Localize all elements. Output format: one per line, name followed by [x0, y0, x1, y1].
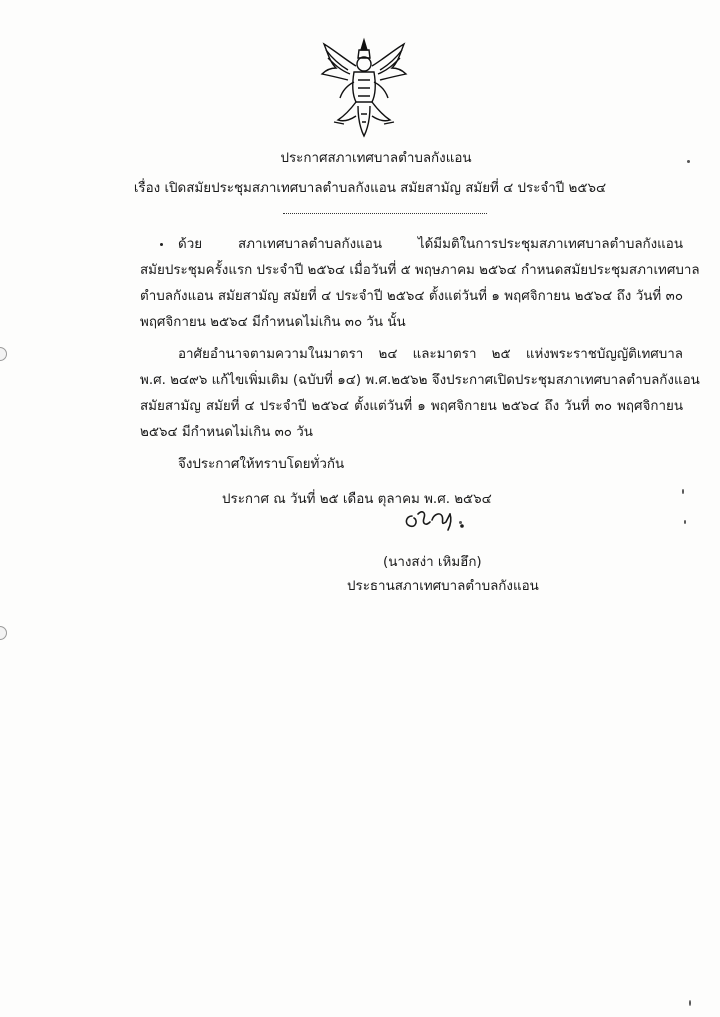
- punch-hole: [0, 626, 7, 640]
- body-paragraph1-line4: พฤศจิกายน ๒๕๖๔ มีกำหนดไม่เกิน ๓๐ วัน นั้น: [140, 315, 406, 330]
- dotted-divider: [283, 213, 487, 214]
- body-paragraph2-line4: ๒๕๖๔ มีกำหนดไม่เกิน ๓๐ วัน: [140, 425, 313, 440]
- closing-statement: จึงประกาศให้ทราบโดยทั่วกัน: [178, 457, 345, 472]
- scan-speck: [682, 489, 684, 494]
- scan-speck: [689, 1000, 691, 1006]
- announcement-date: ประกาศ ณ วันที่ ๒๕ เดือน ตุลาคม พ.ศ. ๒๕๖๔: [222, 492, 492, 507]
- signer-name: (นางสง่า เหิมฮึก): [383, 555, 482, 570]
- document-subject: เรื่อง เปิดสมัยประชุมสภาเทศบาลตำบลกังแอน สมัยสามัญ สมัยที่ ๔ ประจำปี ๒๕๖๔: [133, 181, 607, 196]
- scan-speck: [684, 520, 686, 524]
- body-paragraph1-line1: ด้วย สภาเทศบาลตำบลกังแอน ได้มีมติในการประชุมสภาเทศบาลตำบลกังแอน: [178, 237, 683, 252]
- document-title: ประกาศสภาเทศบาลตำบลกังแอน: [280, 151, 472, 166]
- body-paragraph1-line3: ตำบลกังแอน สมัยสามัญ สมัยที่ ๔ ประจำปี ๒๕๖๔ ตั้งแต่วันที่ ๑ พฤศจิกายน ๒๕๖๔ ถึง วันที่ ๓๐: [140, 289, 683, 304]
- signer-position: ประธานสภาเทศบาลตำบลกังแอน: [347, 579, 539, 594]
- paragraph-marker: [160, 243, 163, 246]
- body-paragraph2-line2: พ.ศ. ๒๔๙๖ แก้ไขเพิ่มเติม (ฉบับที่ ๑๔) พ.ศ.๒๕๖๒ จึงประกาศเปิดประชุมสภาเทศบาลตำบลกังแอน: [140, 373, 700, 388]
- punch-hole: [0, 347, 7, 361]
- garuda-emblem-icon: [318, 36, 410, 140]
- body-paragraph2-line3: สมัยสามัญ สมัยที่ ๔ ประจำปี ๒๕๖๔ ตั้งแต่วันที่ ๑ พฤศจิกายน ๒๕๖๔ ถึง วันที่ ๓๐ พฤศจิกายน: [140, 399, 683, 414]
- body-paragraph2-line1: อาศัยอำนาจตามความในมาตรา ๒๔ และมาตรา ๒๕ แห่งพระราชบัญญัติเทศบาล: [178, 347, 683, 362]
- scan-speck: [687, 160, 690, 163]
- body-paragraph1-line2: สมัยประชุมครั้งแรก ประจำปี ๒๕๖๔ เมื่อวันที่ ๕ พฤษภาคม ๒๕๖๔ กำหนดสมัยประชุมสภาเทศบาล: [140, 263, 700, 278]
- scan-speck: [459, 521, 462, 524]
